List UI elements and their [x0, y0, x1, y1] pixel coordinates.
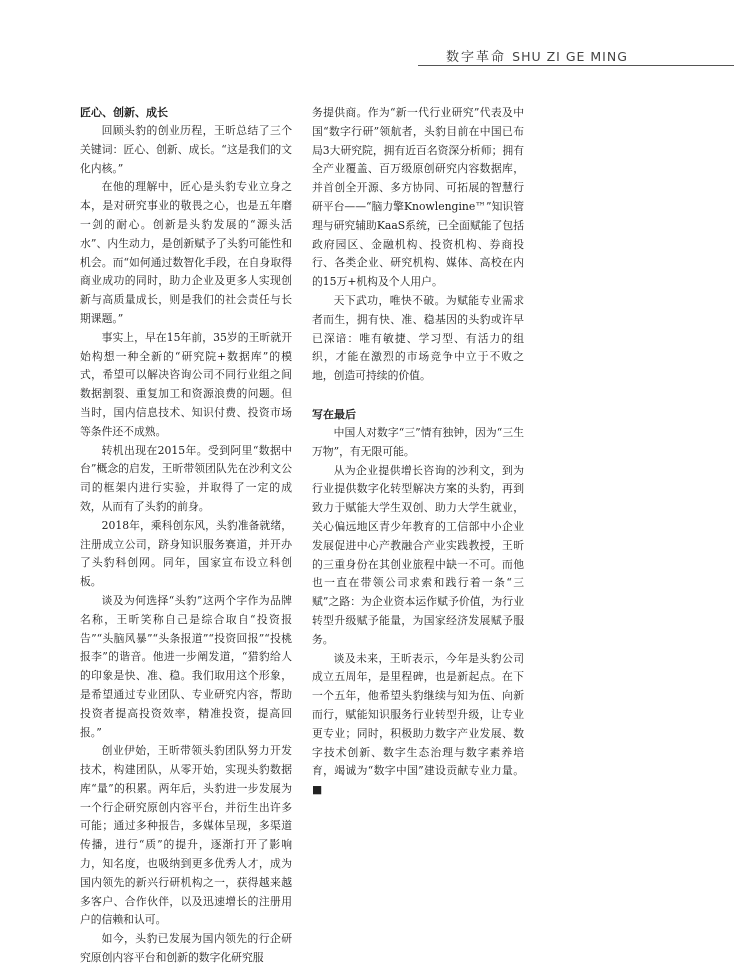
paragraph: 中国人对数字“三”情有独钟，因为“三生万物”，有无限可能。 [312, 425, 524, 458]
right-column [312, 104, 524, 800]
paragraph: 如今，头豹已发展为国内领先的行企研究原创内容平台和创新的数字化研究服 [80, 932, 292, 965]
paragraph-continued: 务提供商。作为“新一代行业研究”代表及中国“数字行研”领航者，头豹目前在中国已布局3大研究院，拥有近百名资深分析师；拥有全产业覆盖、百万级原创研究内容数据库，并首创全开源、多方协同、可拓展的智慧行研平台——“脑力擎Knowlengine™”知识管理与研究辅助KaaS系统，已全面赋能了包括政府园区、金融机构、投资机构、券商投行、各类企业、研究机构、媒体、高校在内的15万+机构及个人用户。 [312, 106, 525, 289]
paragraph-text: 谈及未来，王昕表示，今年是头豹公司成立五周年，是里程碑，也是新起点。在下一个五年，他希望头豹继续与知为伍、向新而行，赋能知识服务行业转型升级，让专业更专业；同时，积极助力数字产业发展、数字技术创新、数字生态治理与数字素养培育，竭诚为“数字中国”建设贡献专业力量。 [312, 651, 524, 778]
left-column [80, 104, 292, 968]
paragraph: 从为企业提供增长咨询的沙利文，到为行业提供数字化转型解决方案的头豹，再到致力于赋能大学生双创、助力大学生就业，关心偏远地区青少年教育的工信部中小企业发展促进中心产教融合产业实践教授，王昕的三重身份在其创业旅程中缺一不可。而他也一直在带领公司求索和践行着一条“三赋”之路：为企业资本运作赋予价值，为行业转型升级赋予能量，为国家经济发展赋予服务。 [312, 463, 524, 646]
paragraph: 转机出现在2015年。受到阿里“数据中台”概念的启发，王昕带领团队先在沙利文公司的框架内进行实验，并取得了一定的成效，从而有了头豹的前身。 [80, 443, 292, 513]
paragraph: 天下武功，唯快不破。为赋能专业需求者而生，拥有快、准、稳基因的头豹或许早已深谙：唯有敏捷、学习型、有活力的组织，才能在激烈的市场竞争中立于不败之地，创造可持续的价值。 [312, 293, 524, 383]
paragraph: 在他的理解中，匠心是头豹专业立身之本，是对研究事业的敬畏之心，也是五年磨一剑的耐心。创新是头豹发展的“源头活水”、内生动力，是创新赋予了头豹可能性和机会。而“如何通过数智化手段，在自身取得商业成功的同时，助力企业及更多人实现创新与高质量成长，则是我们的社会责任与长期课题。” [80, 180, 292, 325]
end-mark-icon: ■ [312, 783, 323, 797]
header-title-cn: 数字革命 [446, 50, 507, 65]
paragraph: 创业伊始，王昕带领头豹团队努力开发技术，构建团队，从零开始，实现头豹数据库“量”的积累。两年后，头豹进一步发展为一个行企研究原创内容平台，并衍生出许多可能；通过多种报告，多媒体呈现，多渠道传播，进行“质”的提升，逐渐打开了影响力，知名度，也吸纳到更多优秀人才，成为国内领先的新兴行研机构之一，获得越来越多客户、合作伙伴，以及迅速增长的注册用户的信赖和认可。 [80, 744, 292, 927]
section-heading-final: 写在最后 [312, 407, 356, 421]
running-header [418, 44, 734, 66]
paragraph: 谈及为何选择“头豹”这两个字作为品牌名称，王昕笑称自己是综合取自“投资报告”“头脑风暴”“头条报道”“投资回报”“投桃报李”的谐音。他进一步阐发道，“猎豹给人的印象是快、准、稳。我们取用这个形象，是希望通过专业团队、专业研究内容，帮助投资者提高投资效率，精准投资，提高回报。” [80, 593, 292, 739]
paragraph: 回顾头豹的创业历程，王昕总结了三个关键词：匠心、创新、成长。“这是我们的文化内核。” [80, 124, 292, 175]
paragraph-last [312, 650, 524, 800]
header-title-en: SHU ZI GE MING [512, 49, 628, 64]
header-rule [418, 65, 734, 66]
section-heading-craftsmanship: 匠心、创新、成长 [80, 106, 168, 119]
paragraph: 事实上，早在15年前，35岁的王昕就开始构想一种全新的“研究院+数据库”的模式，希望可以解决咨询公司不同行业组之间数据割裂、重复加工和资源浪费的问题。但当时，国内信息技术、知识付费、投资市场等条件还不成熟。 [80, 330, 292, 438]
paragraph: 2018年，乘科创东风，头豹准备就绪，注册成立公司，跻身知识服务赛道，并开办了头豹科创网。同年，国家宣布设立科创板。 [80, 518, 292, 589]
header-title [446, 46, 628, 65]
